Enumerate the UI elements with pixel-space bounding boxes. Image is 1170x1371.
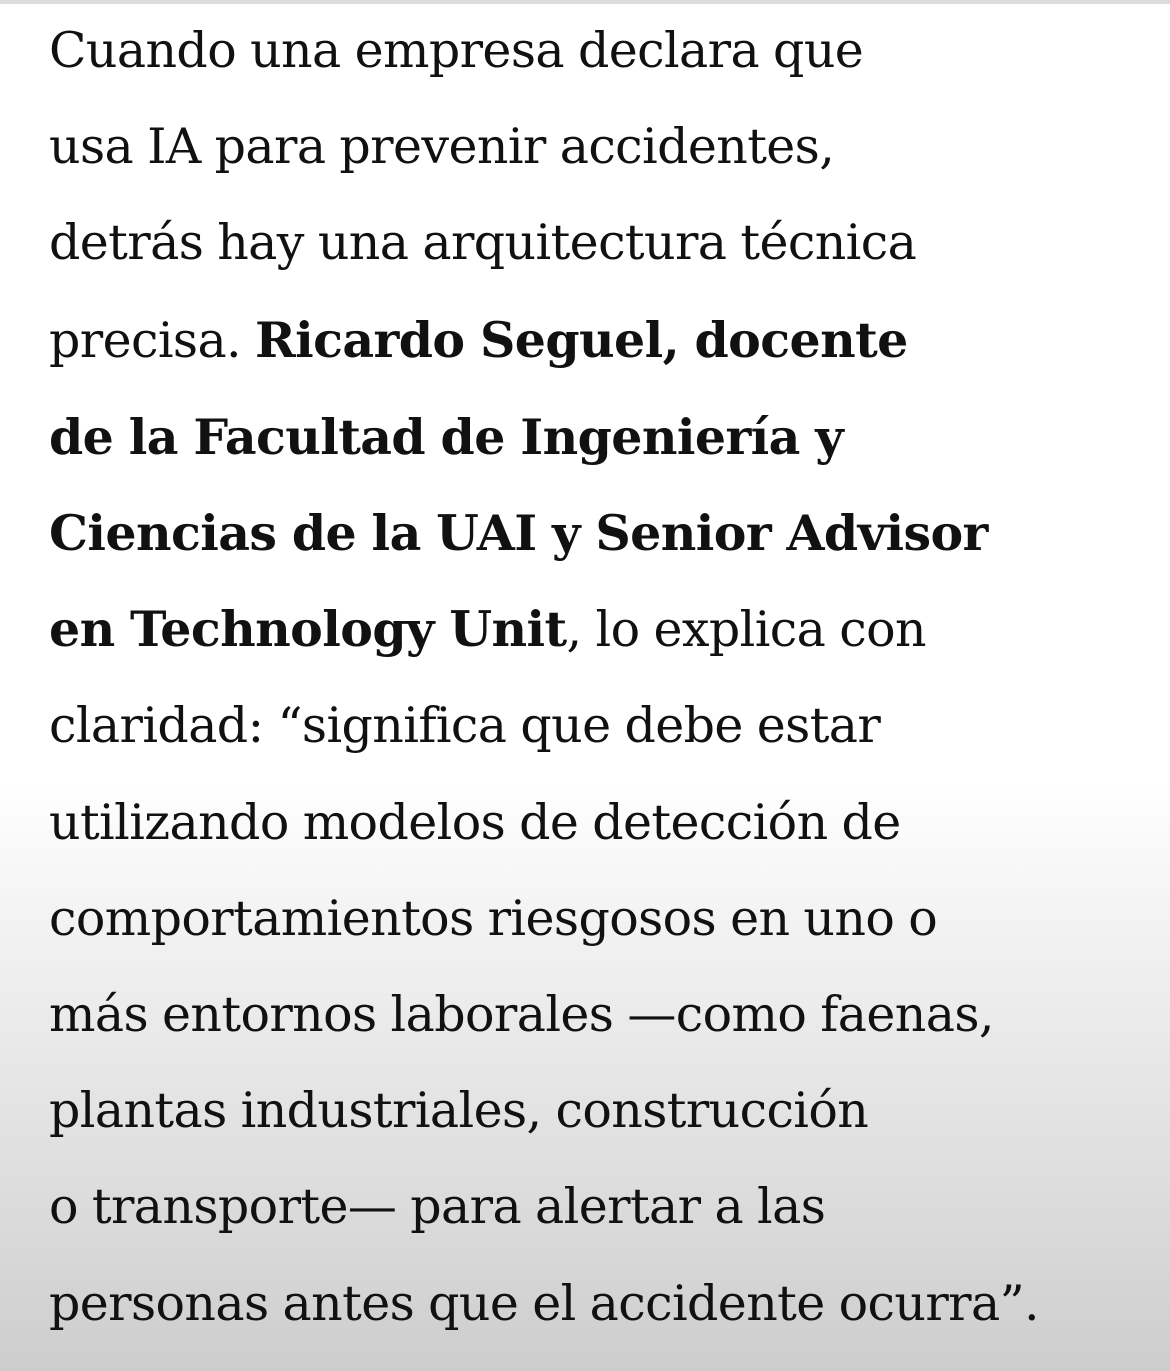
- paragraph-line: [49, 581, 1149, 678]
- quote-line: o transporte— para alertar a las: [49, 1178, 826, 1236]
- article-paragraph: [49, 3, 1149, 1352]
- quote-line: plantas industriales, construcción: [49, 1082, 869, 1140]
- paragraph-line: Cuando una empresa declara que: [49, 22, 864, 79]
- quote-line: comportamientos riesgosos en uno o: [49, 889, 938, 947]
- quote-line: personas antes que el accidente ocurra”.: [49, 1274, 1039, 1332]
- quote-line: utilizando modelos de detección de: [49, 793, 901, 851]
- paragraph-line: detrás hay una arquitectura técnica: [49, 214, 917, 272]
- quote-line: más entornos laborales —como faenas,: [49, 986, 994, 1044]
- speaker-affiliation-bold: Ciencias de la UAI y Senior Advisor: [49, 504, 988, 563]
- quote-line: claridad: “significa que debe estar: [49, 697, 881, 755]
- paragraph-text: , lo explica con: [566, 601, 926, 659]
- speaker-name-bold: Ricardo Seguel, docente: [255, 310, 908, 369]
- paragraph-line: usa IA para prevenir accidentes,: [49, 118, 835, 176]
- paragraph-text: precisa.: [49, 311, 256, 369]
- speaker-affiliation-bold: en Technology Unit: [49, 600, 567, 659]
- paragraph-line: [49, 292, 1149, 389]
- speaker-affiliation-bold: de la Facultad de Ingeniería y: [49, 407, 844, 466]
